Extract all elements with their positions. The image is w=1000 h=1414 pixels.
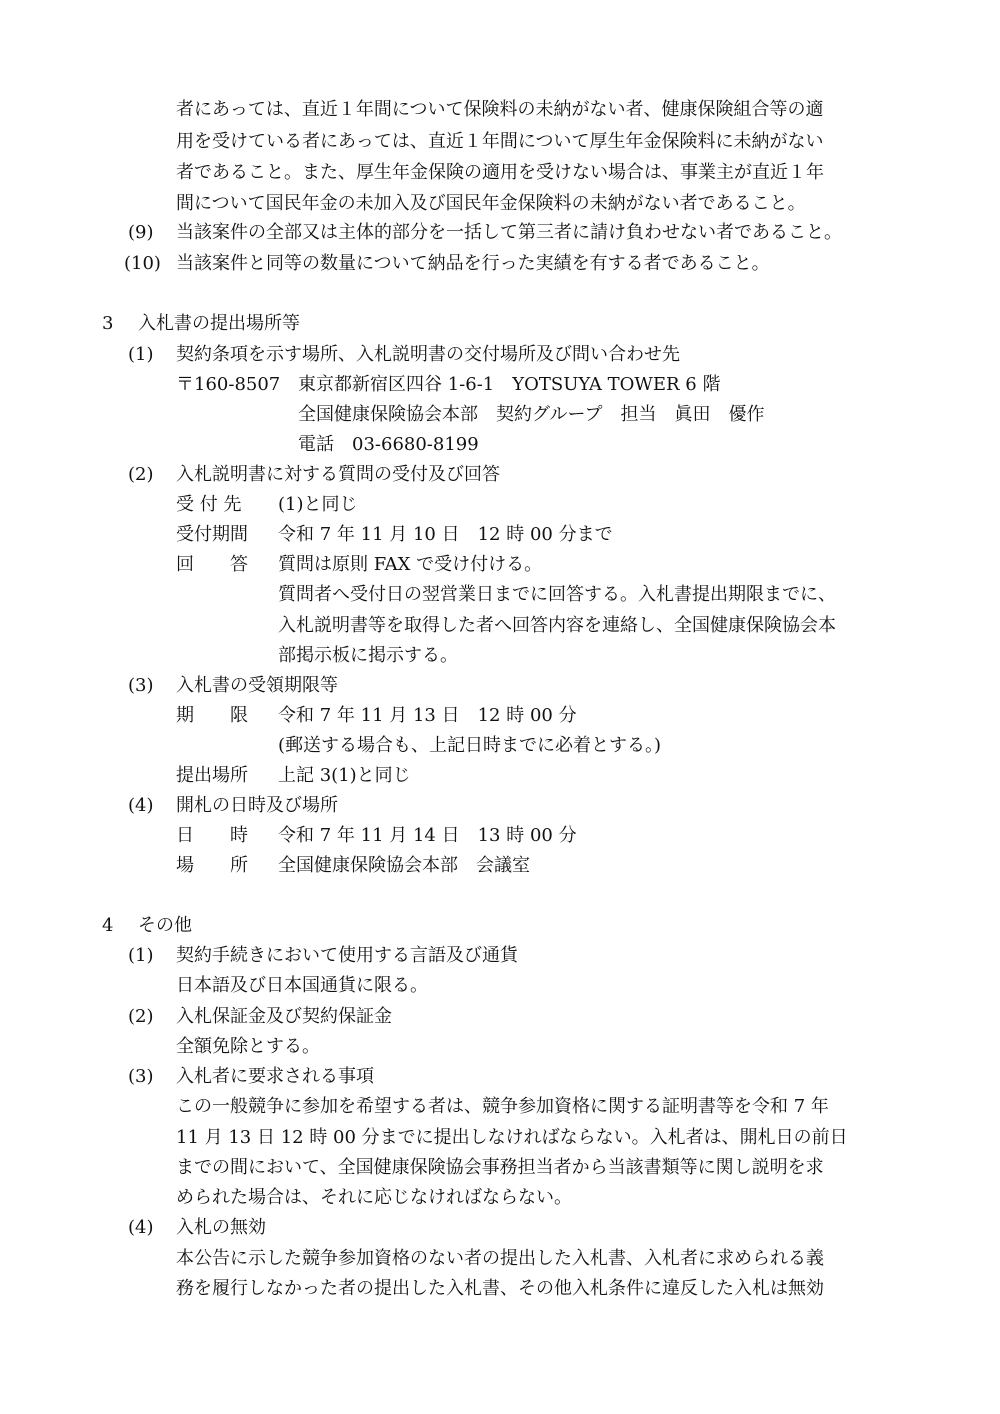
section-number: 3 xyxy=(102,313,114,334)
contact-org: 全国健康保険協会本部 契約グループ 担当 眞田 優作 xyxy=(298,404,765,425)
item-body-line: 11 月 13 日 12 時 00 分までに提出しなければならない。入札者は、開札日の前日 xyxy=(176,1127,848,1148)
field-value: 令和 7 年 11 月 10 日 12 時 00 分まで xyxy=(278,524,613,545)
item-body-line: この一般競争に参加を希望する者は、競争参加資格に関する証明書等を令和 7 年 xyxy=(176,1096,829,1117)
item-number: (1) xyxy=(128,945,154,966)
item-number: (4) xyxy=(128,795,154,816)
contact-phone: 電話 03-6680-8199 xyxy=(298,434,479,455)
item-body-line: められた場合は、それに応じなければならない。 xyxy=(176,1187,572,1208)
item-text: 入札の無効 xyxy=(176,1217,266,1238)
field-value: 全国健康保険協会本部 会議室 xyxy=(278,855,530,876)
field-label: 受 付 先 xyxy=(176,494,242,515)
item-body-line: までの間において、全国健康保険協会事務担当者から当該書類等に関し説明を求 xyxy=(176,1157,824,1178)
paragraph-line: 者にあっては、直近１年間について保険料の未納がない者、健康保険組合等の適 xyxy=(176,99,824,120)
item-body-line: 本公告に示した競争参加資格のない者の提出した入札書、入札者に求められる義 xyxy=(176,1248,824,1269)
field-value: (1)と同じ xyxy=(278,494,358,515)
item-number: (10) xyxy=(124,253,161,274)
postal-code: 〒160-8507 xyxy=(176,374,281,395)
item-text: 当該案件と同等の数量について納品を行った実績を有する者であること。 xyxy=(176,253,770,274)
field-label: 日 時 xyxy=(176,825,248,846)
item-number: (9) xyxy=(128,222,154,243)
item-text: 入札保証金及び契約保証金 xyxy=(176,1006,392,1027)
field-note: (郵送する場合も、上記日時までに必着とする。) xyxy=(278,735,662,756)
section-number: 4 xyxy=(102,915,114,936)
item-number: (2) xyxy=(128,464,154,485)
field-label: 回 答 xyxy=(176,554,248,575)
field-value: 令和 7 年 11 月 14 日 13 時 00 分 xyxy=(278,825,577,846)
item-text: 契約手続きにおいて使用する言語及び通貨 xyxy=(176,945,518,966)
item-number: (2) xyxy=(128,1006,154,1027)
item-number: (3) xyxy=(128,675,154,696)
paragraph-line: 者であること。また、厚生年金保険の適用を受けない場合は、事業主が直近１年 xyxy=(176,162,824,183)
field-label: 期 限 xyxy=(176,705,248,726)
item-body: 全額免除とする。 xyxy=(176,1036,320,1057)
item-body-line: 務を履行しなかった者の提出した入札書、その他入札条件に違反した入札は無効 xyxy=(176,1278,824,1299)
item-text: 開札の日時及び場所 xyxy=(176,795,338,816)
field-label: 提出場所 xyxy=(176,765,248,786)
paragraph-line: 用を受けている者にあっては、直近１年間について厚生年金保険料に未納がない xyxy=(176,131,824,152)
field-value: 上記 3(1)と同じ xyxy=(278,765,411,786)
field-value-line: 入札説明書等を取得した者へ回答内容を連絡し、全国健康保険協会本 xyxy=(278,615,836,636)
item-body: 日本語及び日本国通貨に限る。 xyxy=(176,975,428,996)
item-text: 入札書の受領期限等 xyxy=(176,675,338,696)
section-title: その他 xyxy=(138,915,192,936)
item-number: (4) xyxy=(128,1217,154,1238)
field-value: 質問は原則 FAX で受け付ける。 xyxy=(278,554,543,575)
field-label: 受付期間 xyxy=(176,524,248,545)
address: 東京都新宿区四谷 1-6-1 YOTSUYA TOWER 6 階 xyxy=(298,374,721,395)
field-value-line: 質問者へ受付日の翌営業日までに回答する。入札書提出期限までに、 xyxy=(278,584,836,605)
field-value-line: 部掲示板に掲示する。 xyxy=(278,645,458,666)
item-text: 当該案件の全部又は主体的部分を一括して第三者に請け負わせない者であること。 xyxy=(176,222,842,243)
item-text: 入札者に要求される事項 xyxy=(176,1066,374,1087)
field-label: 場 所 xyxy=(176,855,248,876)
item-text: 契約条項を示す場所、入札説明書の交付場所及び問い合わせ先 xyxy=(176,344,680,365)
item-text: 入札説明書に対する質問の受付及び回答 xyxy=(176,464,500,485)
paragraph-line: 間について国民年金の未加入及び国民年金保険料の未納がない者であること。 xyxy=(176,193,806,214)
field-value: 令和 7 年 11 月 13 日 12 時 00 分 xyxy=(278,705,577,726)
section-title: 入札書の提出場所等 xyxy=(138,313,300,334)
item-number: (1) xyxy=(128,344,154,365)
item-number: (3) xyxy=(128,1066,154,1087)
